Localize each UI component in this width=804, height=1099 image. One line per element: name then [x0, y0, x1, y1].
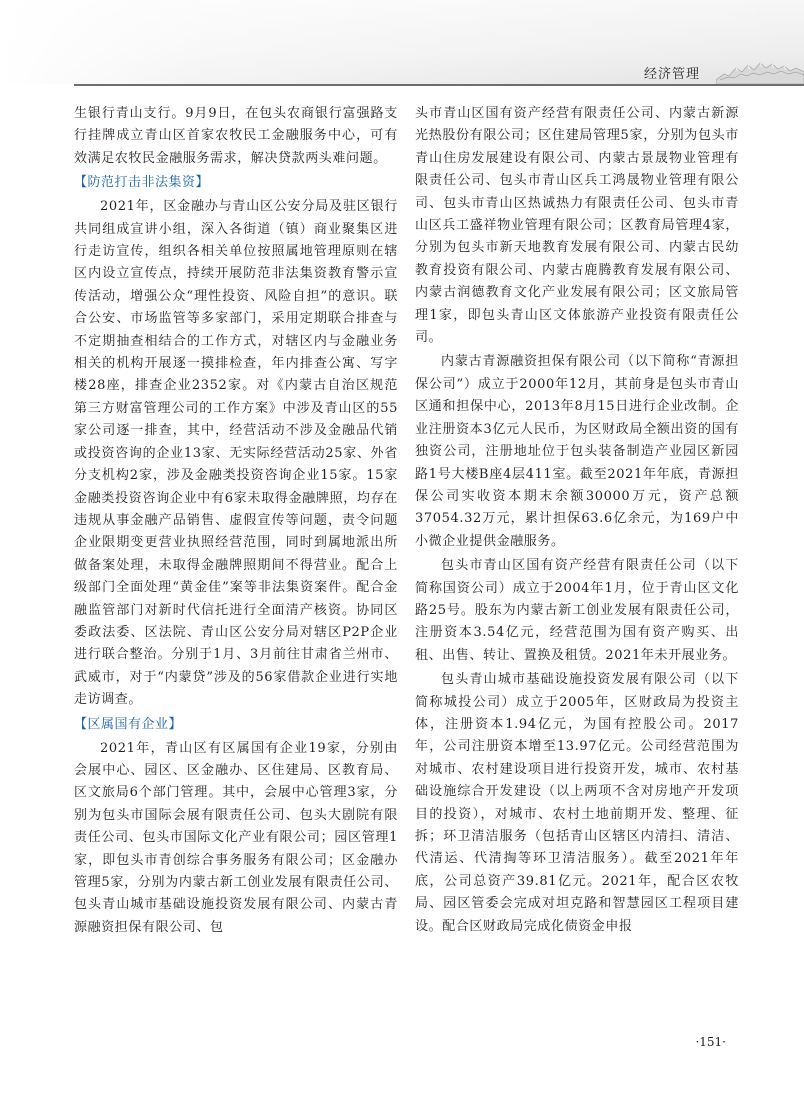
right-column [415, 103, 739, 938]
left-column [74, 103, 398, 939]
mountain-landscape-icon [716, 56, 804, 84]
section-heading-illegal-fundraising: 【防范打击非法集资】 [74, 175, 210, 191]
paragraph-continuation: 生银行青山支行。9月9日，在包头农商银行富强路支行挂牌成立青山区首家农牧民工金融服务中心，可有效满足农牧民金融服务需求，解决贷款两头难问题。 [74, 106, 398, 166]
paragraph-state-owned-enterprises: 2021年，青山区有区属国有企业19家，分别由会展中心、园区、区金融办、区住建局、区教育局、区文旅局6个部门管理。其中，会展中心管理3家，分别为包头市国际会展有限责任公司、包头大剧院有限责任公司、包头市国际文化产业有限公司；园区管理1家，即包头市青创综合事务服务有限公司；区金融办管理5家，分别为内蒙古新工创业发展有限责任公司、包头青山城市基础设施投资发展有限公司、内蒙古青源融资担保有限公司、包 [74, 740, 398, 935]
paragraph-qingyuan-guarantee: 内蒙古青源融资担保有限公司（以下简称“青源担保公司”）成立于2000年12月，其前身是包头市青山区通和担保中心，2013年8月15日进行企业改制。企业注册资本3亿元人民币，为区财政局全额出资的国有独资公司，注册地址位于包头装备制造产业园区新园路1号大楼B座4层411室。截至2021年年底，青源担保公司实收资本期末余额30000万元，资产总额37054.32万元，累计担保63.6亿余元，为169户中小微企业提供金融服务。 [415, 354, 739, 549]
page-number: ·151· [695, 1035, 726, 1049]
paragraph-continuation: 头市青山区国有资产经营有限责任公司、内蒙古新源光热股份有限公司；区住建局管理5家，分别为包头市青山住房发展建设有限公司、内蒙古景晟物业管理有限责任公司、包头市青山区兵工鸿晟物业管理有限公司、包头市青山区热诚热力有限责任公司、包头市青山区兵工盛祥物业管理有限公司；区教育局管理4家，分别为包头市新天地教育发展有限公司、内蒙古民幼教育投资有限公司、内蒙古鹿腾教育发展有限公司、内蒙古润德教育文化产业发展有限公司；区文旅局管理1家，即包头青山区文体旅游产业投资有限责任公司。 [415, 106, 739, 346]
paragraph-illegal-fundraising: 2021年，区金融办与青山区公安分局及驻区银行共同组成宣讲小组，深入各街道（镇）商业聚集区进行走访宣传，组织各相关单位按照属地管理原则在辖区内设立宣传点，持续开展防范非法集资教育警示宣传活动，增强公众“理性投资、风险自担”的意识。联合公安、市场监管等多家部门，采用定期联合排查与不定期抽查相结合的工作方式，对辖区内与金融业务相关的机构开展逐一摸排检查，年内排查公寓、写字楼28座，排查企业2352家。对《内蒙古自治区规范第三方财富管理公司的工作方案》中涉及青山区的55家公司逐一排查，其中，经营活动不涉及金融品代销或投资咨询的企业13家、无实际经营活动25家、外省分支机构2家，涉及金融类投资咨询企业15家。15家金融类投资咨询企业中有6家未取得金融牌照，均存在违规从事金融产品销售、虚假宣传等问题，责令问题企业限期变更营业执照经营范围，同时到属地派出所做备案处理，未取得金融牌照期间不得营业。配合上级部门全面处理“黄金佳”案等非法集资案件。配合金融监管部门对新时代信托进行全面清产核资。协同区委政法委、区法院、青山区公安分局对辖区P2P企业进行联合整治。分别于1月、3月前往甘肃省兰州市、武威市，对于“内蒙贷”涉及的56家借款企业进行实地走访调查。 [74, 199, 398, 708]
paragraph-urban-investment-company: 包头青山城市基础设施投资发展有限公司（以下简称城投公司）成立于2005年，区财政局为投资主体，注册资本1.94亿元，为国有控股公司。2017年，公司注册资本增至13.97亿元。公司经营范围为对城市、农村建设项目进行投资开发，城市、农村基础设施综合开发建设（以上两项不含对房地产开发项目的投资），对城市、农村土地前期开发、整理、征拆；环卫清洁服务（包括青山区辖区内清扫、清洁、代清运、代清掏等环卫清洁服务）。截至2021年年底，公司总资产39.81亿元。2021年，配合区农牧局、园区管委会完成对坦克路和智慧园区工程项目建设。配合区财政局完成化债资金申报 [415, 672, 739, 934]
header-rule [74, 84, 804, 86]
section-name: 经济管理 [644, 67, 701, 82]
paragraph-state-assets-company: 包头市青山区国有资产经营有限责任公司（以下简称国资公司）成立于2004年1月，位于青山区文化路25号。股东为内蒙古新工创业发展有限责任公司，注册资本3.54亿元，经营范围为国有资产购买、出租、出售、转让、置换及租赁。2021年未开展业务。 [415, 558, 739, 663]
section-heading-state-owned-enterprises: 【区属国有企业】 [74, 716, 183, 732]
